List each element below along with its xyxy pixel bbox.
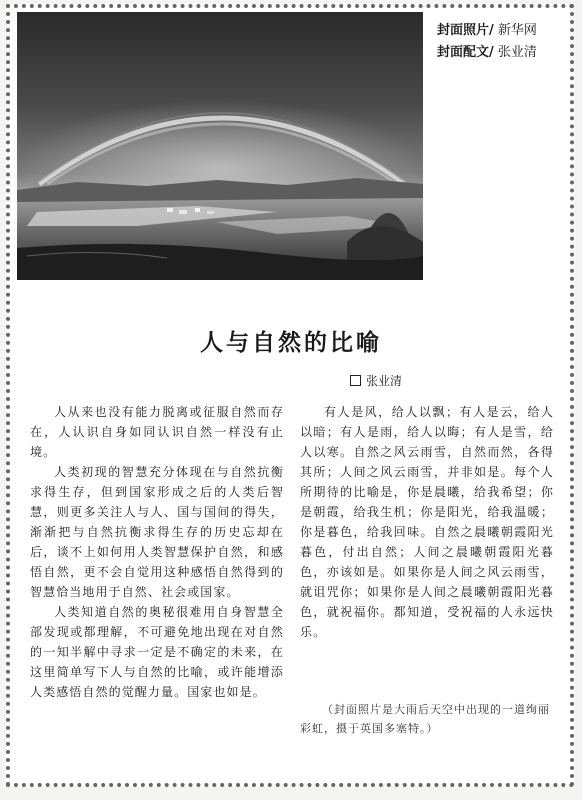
- article-byline: [350, 372, 402, 389]
- text-credit: [437, 42, 567, 64]
- text-credit-value: 张业清: [497, 45, 537, 60]
- photo-credit-label: 封面照片/: [437, 23, 494, 38]
- cover-credits: [437, 20, 567, 64]
- article-title: 人与自然的比喻: [200, 329, 382, 356]
- left-column: [30, 402, 284, 702]
- cover-photo-rainbow: [17, 12, 423, 280]
- square-box-icon: [350, 375, 361, 386]
- right-column: [300, 402, 554, 642]
- paragraph: 人类知道自然的奥秘很难用自身智慧全部发现或都理解，不可避免地出现在对自然的一知半解中寻求一定是不确定的未来，在这里简单写下人与自然的比喻，或许能增添人类感悟自然的觉醒力量。国家也如是。: [30, 605, 284, 699]
- photo-credit-value: 新华网: [497, 23, 537, 38]
- author-name: 张业清: [366, 374, 403, 388]
- photo-credit: [437, 20, 567, 42]
- paragraph: 有人是风，给人以飘；有人是云，给人以暗；有人是雨，给人以晦；有人是雪，给人以寒。自然之风云雨雪，自然而然，各得其所；人间之风云雨雪，并非如是。每个人所期待的比喻是，你是晨曦，给我希望；你是朝霞，给我生机；你是阳光，给我温暖；你是暮色，给我回味。自然之晨曦朝霞阳光暮色，付出自然；人间之晨曦朝霞阳光暮色，亦该如是。如果你是人间之风云雨雪，就诅咒你；如果你是人间之晨曦朝霞阳光暮色，就祝福你。都知道，受祝福的人永远快乐。: [300, 405, 554, 639]
- text-credit-label: 封面配文/: [437, 45, 494, 60]
- rainbow-landscape-image: [17, 12, 423, 280]
- photo-caption: （封面照片是大雨后天空中出现的一道绚丽彩虹，摄于英国多塞特。）: [300, 703, 550, 735]
- paragraph: 人从来也没有能力脱离或征服自然而存在，人认识自身如同认识自然一样没有止境。: [30, 405, 284, 459]
- paragraph: 人类初现的智慧充分体现在与自然抗衡求得生存，但到国家形成之后的人类后智慧，则更多关注人与人、国与国间的得失，渐渐把与自然抗衡求得生存的历史忘却在后，谈不上如何用人类智慧保护自然，和感悟自然，更不会自觉用这种感悟自然得到的智慧恰当地用于自然、社会或国家。: [30, 465, 284, 599]
